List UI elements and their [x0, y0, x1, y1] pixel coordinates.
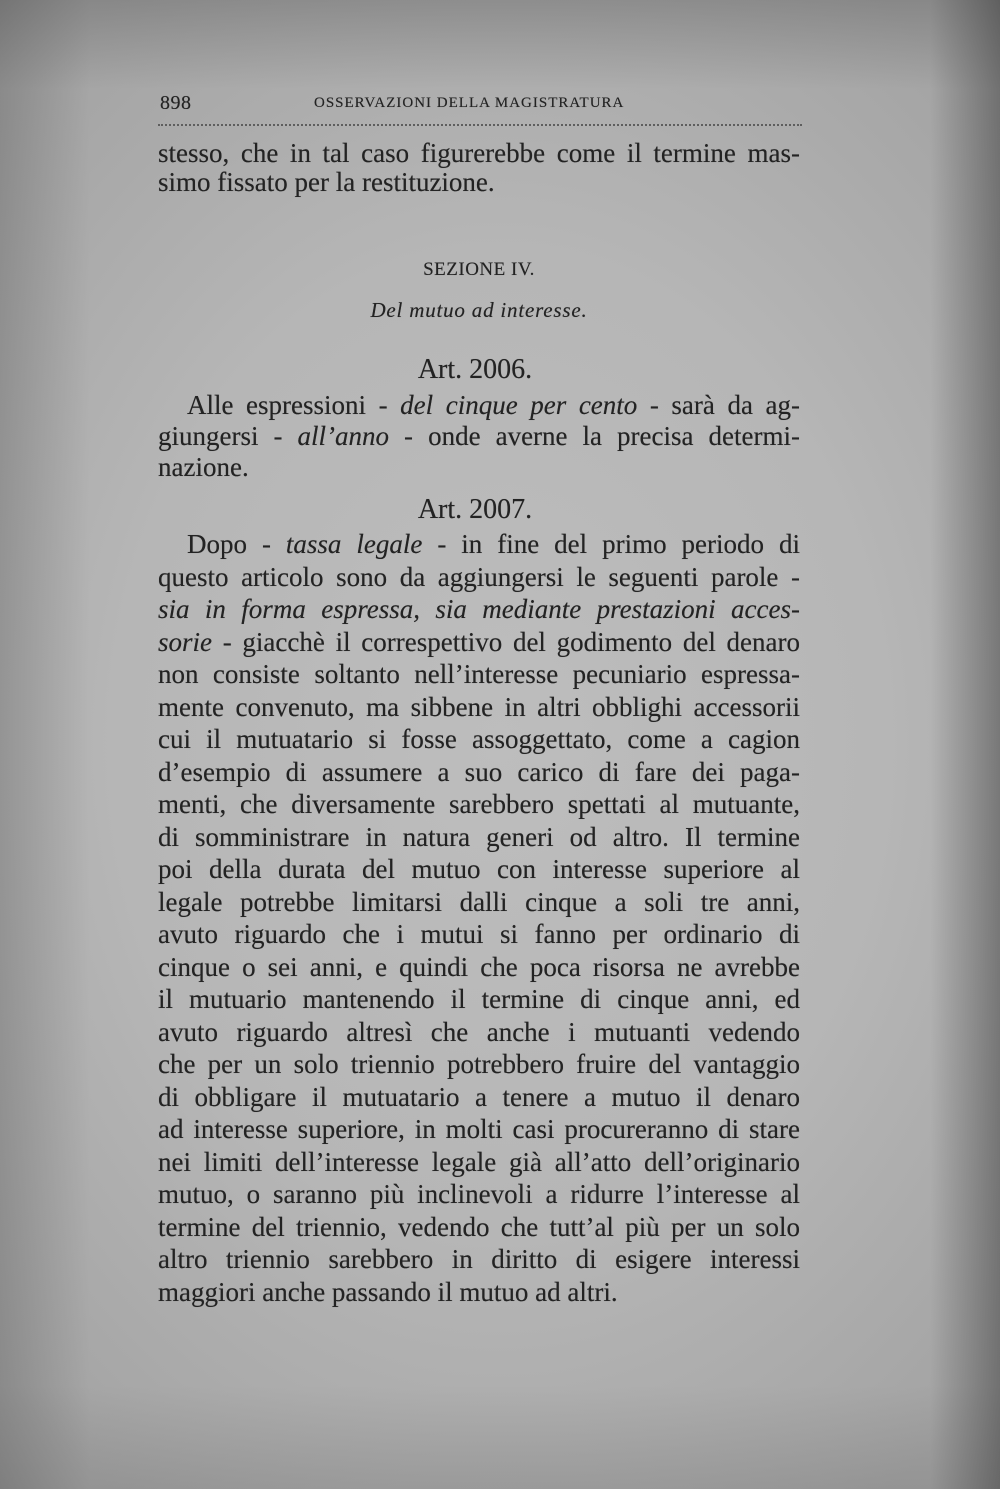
text-segment: di somministrare in natura generi od altro. Il termine [158, 821, 800, 852]
section-heading: SEZIONE IV. [423, 259, 535, 280]
text-line [158, 452, 800, 483]
running-title: OSSERVAZIONI DELLA MAGISTRATURA [314, 95, 625, 111]
text-segment: maggiori anche passando il mutuo ad altri. [158, 1276, 618, 1307]
article-paragraph [158, 390, 800, 483]
text-segment: legale potrebbe limitarsi dalli cinque a soli tre anni, [158, 886, 800, 917]
text-segment: avuto riguardo che i mutui si fanno per ordinario di [158, 919, 800, 949]
text-segment: ad interesse superiore, in molti casi procureranno di stare [158, 1114, 800, 1144]
text-segment: d’esempio di assumere a suo carico di fare dei paga- [158, 756, 800, 787]
italic-text: del cinque per cento [400, 390, 638, 420]
text-segment: altro triennio sarebbero in diritto di esigere interessi [158, 1244, 800, 1274]
text-segment: mente convenuto, ma sibbene in altri obblighi accessorii [158, 691, 800, 722]
italic-text: all’anno [297, 421, 390, 451]
text-line [158, 168, 800, 197]
text-line [158, 983, 800, 1016]
text-segment: non consiste soltanto nell’interesse pecuniario espressa- [158, 659, 800, 689]
text-segment: che per un solo triennio potrebbero fruire del vantaggio [158, 1049, 800, 1079]
text-line [158, 1243, 800, 1276]
text-segment: stesso, che in tal caso figurerebbe come il termine mas- [158, 138, 800, 168]
text-line [158, 1016, 800, 1049]
article-heading: Art. 2007. [417, 494, 533, 525]
italic-text: sia in forma espressa, sia mediante prestazioni acces- [158, 594, 800, 624]
text-segment: avuto riguardo altresì che anche i mutuanti vedendo [158, 1016, 800, 1047]
italic-text: tassa legale [285, 529, 423, 559]
text-line [158, 593, 800, 626]
text-line [158, 951, 800, 984]
text-segment: - giacchè il correspettivo del godimento del denaro [212, 626, 800, 657]
text-segment: cui il mutuatario si fosse assoggettato, come a cagion [158, 724, 800, 754]
text-segment: cinque o sei anni, e quindi che poca risorsa ne avrebbe [158, 951, 800, 982]
text-segment: Alle espressioni - [187, 390, 401, 420]
text-segment: Dopo - [187, 529, 286, 559]
article-paragraph [158, 528, 800, 1308]
article-heading: Art. 2006. [417, 354, 533, 385]
text-line [158, 139, 800, 168]
italic-text: sorie [158, 626, 212, 657]
text-line [158, 626, 800, 659]
text-segment: poi della durata del mutuo con interesse superiore al [158, 854, 800, 884]
text-line [158, 1178, 800, 1211]
text-segment: nei limiti dell’interesse legale già all’atto dell’originario [158, 1146, 800, 1177]
text-line [158, 561, 800, 594]
text-line [158, 1113, 800, 1146]
text-line [158, 821, 800, 854]
text-line [158, 691, 800, 724]
text-line [158, 658, 800, 691]
text-segment: mutuo, o saranno più inclinevoli a ridurre l’interesse al [158, 1179, 800, 1209]
text-line [158, 421, 800, 452]
text-line [158, 756, 800, 789]
text-segment: - onde averne la precisa determi- [389, 421, 800, 451]
text-segment: menti, che diversamente sarebbero spettati al mutuante, [158, 789, 800, 819]
page-number: 898 [160, 92, 192, 114]
text-segment: giungersi - [158, 421, 298, 451]
text-line [158, 853, 800, 886]
text-line [158, 886, 800, 919]
text-segment: termine del triennio, vedendo che tutt’al più per un solo [158, 1211, 800, 1242]
text-line [158, 1146, 800, 1179]
text-segment: - in fine del primo periodo di [422, 529, 800, 559]
text-segment: di obbligare il mutuatario a tenere a mutuo il denaro [158, 1081, 800, 1112]
text-line [158, 1048, 800, 1081]
text-segment: nazione. [158, 452, 249, 482]
text-line [158, 918, 800, 951]
text-line [158, 1276, 800, 1309]
continuation-paragraph [158, 139, 800, 197]
text-line [158, 390, 800, 421]
text-line [158, 1081, 800, 1114]
text-segment: questo articolo sono da aggiungersi le seguenti parole - [158, 561, 800, 592]
text-line [158, 788, 800, 821]
text-line [158, 723, 800, 756]
section-subtitle: Del mutuo ad interesse. [370, 298, 588, 322]
text-segment: - sarà da ag- [637, 390, 800, 420]
header-rule [158, 124, 802, 126]
text-line [158, 1211, 800, 1244]
text-line [158, 528, 800, 561]
text-segment: il mutuario mantenendo il termine di cinque anni, ed [158, 984, 800, 1014]
text-segment: simo fissato per la restituzione. [158, 167, 495, 197]
